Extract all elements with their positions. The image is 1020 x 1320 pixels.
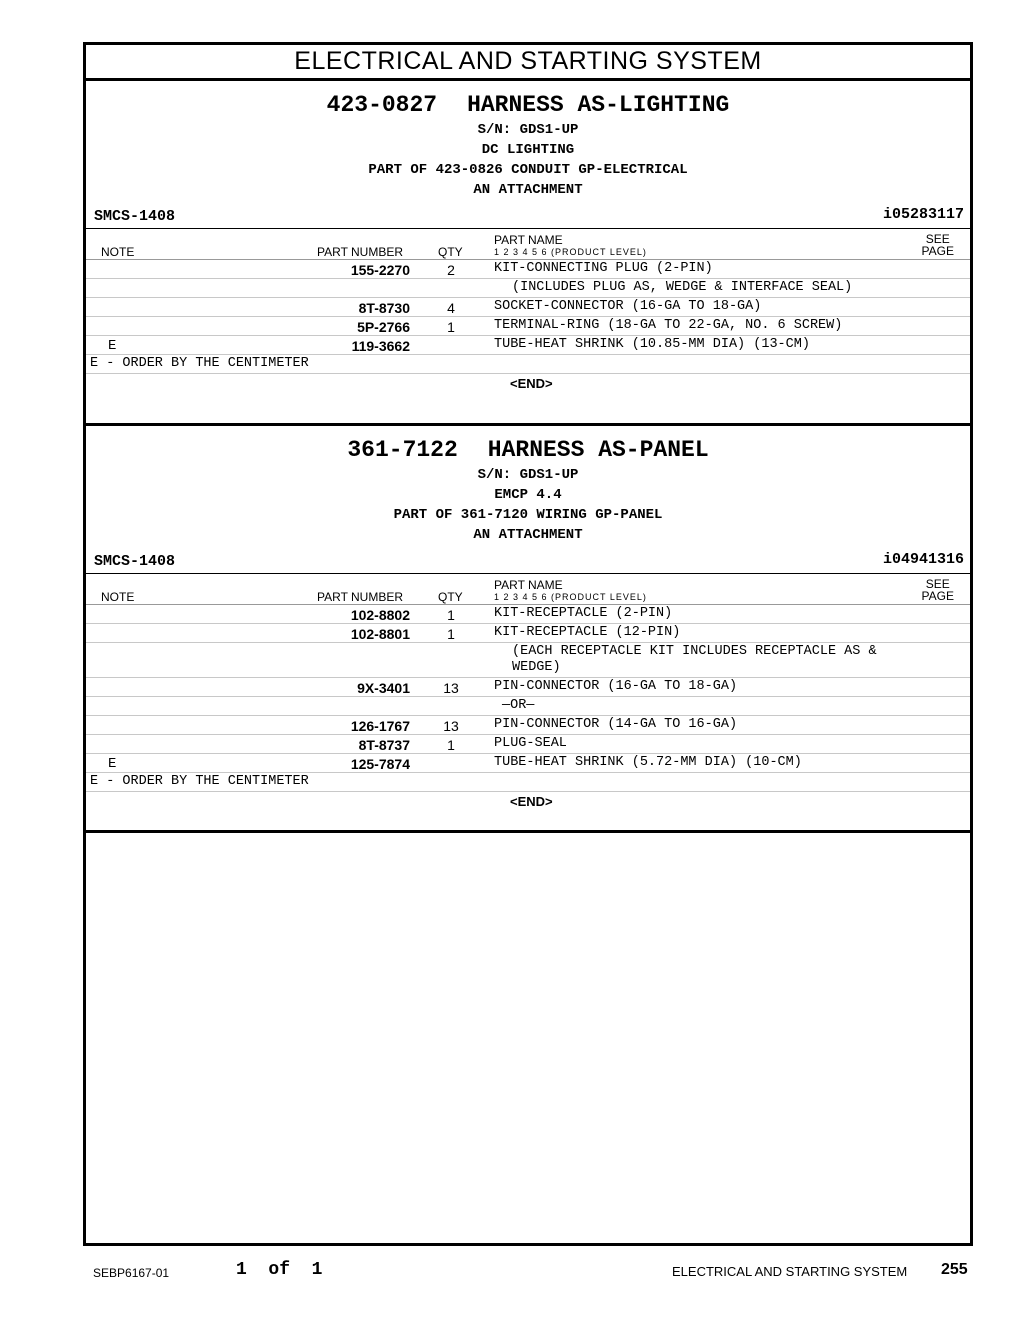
- row-part-name: SOCKET-CONNECTOR (16-GA TO 18-GA): [494, 299, 762, 314]
- col-note: NOTE: [101, 590, 135, 604]
- table-row: [86, 298, 970, 317]
- table-row: [86, 697, 970, 716]
- harness-section-1: [86, 81, 970, 426]
- column-headers: [86, 574, 970, 605]
- illustration-id: i04941316: [882, 551, 964, 568]
- harness-title: [86, 435, 970, 465]
- harness-name: HARNESS AS-PANEL: [487, 437, 709, 463]
- row-note: E: [108, 338, 117, 354]
- smcs-code: SMCS-1408: [94, 553, 176, 570]
- smcs-row: [86, 206, 970, 229]
- row-qty: 1: [447, 737, 455, 753]
- footer-system-name: ELECTRICAL AND STARTING SYSTEM: [672, 1264, 908, 1279]
- row-part-name: KIT-RECEPTACLE (12-PIN): [494, 625, 681, 640]
- table-row: [86, 678, 970, 697]
- smcs-row: [86, 551, 970, 574]
- part-of-line: PART OF 361-7120 WIRING GP-PANEL: [393, 507, 663, 523]
- row-part-name: TERMINAL-RING (18-GA TO 22-GA, NO. 6 SCREW): [494, 318, 843, 333]
- col-note: NOTE: [101, 245, 135, 259]
- harness-part-number: 361-7122: [347, 437, 458, 463]
- harness-title: [86, 90, 970, 120]
- row-part-name: PLUG-SEAL: [494, 736, 567, 751]
- col-page: PAGE: [921, 244, 954, 258]
- col-part-number: PART NUMBER: [317, 590, 404, 604]
- col-see: SEE: [925, 232, 950, 246]
- col-see-page: [922, 578, 954, 602]
- row-part-number: 125-7874: [350, 756, 410, 772]
- row-qty: 4: [447, 300, 455, 316]
- row-qty: 1: [447, 607, 455, 623]
- harness-section-2: [86, 426, 970, 833]
- end-marker: <END>: [510, 376, 553, 391]
- smcs-code: SMCS-1408: [94, 208, 176, 225]
- row-qty: 1: [447, 319, 455, 335]
- document-id: SEBP6167-01: [93, 1266, 170, 1280]
- row-part-name: (EACH RECEPTACLE KIT INCLUDES RECEPTACLE AS & WEDGE): [512, 644, 877, 675]
- table-row: [86, 605, 970, 624]
- illustration-id: i05283117: [882, 206, 964, 223]
- row-part-number: 102-8802: [350, 607, 410, 623]
- table-row: [86, 260, 970, 279]
- col-part-number: PART NUMBER: [317, 245, 404, 259]
- row-part-name: TUBE-HEAT SHRINK (5.72-MM DIA) (10-CM): [494, 755, 802, 770]
- row-part-name: PIN-CONNECTOR (14-GA TO 16-GA): [494, 717, 738, 732]
- end-marker: <END>: [510, 794, 553, 809]
- col-part-name: PART NAME: [494, 233, 563, 247]
- harness-name: HARNESS AS-LIGHTING: [467, 92, 730, 118]
- column-headers: [86, 229, 970, 260]
- table-row: [86, 716, 970, 735]
- row-part-number: 102-8801: [350, 626, 410, 642]
- row-part-name: KIT-CONNECTING PLUG (2-PIN): [494, 261, 713, 276]
- col-page: PAGE: [921, 589, 954, 603]
- table-row: [86, 279, 970, 298]
- page-footer: [0, 1255, 1020, 1295]
- row-part-number: 8T-8730: [358, 300, 410, 316]
- serial-number: S/N: GDS1-UP: [477, 467, 579, 483]
- row-part-name: KIT-RECEPTACLE (2-PIN): [494, 606, 673, 621]
- harness-header: [86, 426, 970, 545]
- page-number: 255: [941, 1261, 968, 1278]
- table-row: [86, 643, 970, 678]
- description-line: EMCP 4.4: [494, 487, 562, 503]
- row-part-number: 126-1767: [350, 718, 410, 734]
- row-qty: 13: [443, 718, 459, 734]
- description-line: DC LIGHTING: [481, 142, 575, 158]
- footnote: E - ORDER BY THE CENTIMETER: [86, 773, 970, 792]
- footnote: E - ORDER BY THE CENTIMETER: [86, 355, 970, 374]
- harness-header: [86, 81, 970, 200]
- harness-part-number: 423-0827: [326, 92, 438, 118]
- row-part-number: 119-3662: [351, 338, 410, 354]
- row-part-number: 155-2270: [350, 262, 410, 278]
- col-product-level: 1 2 3 4 5 6 (PRODUCT LEVEL): [494, 247, 647, 257]
- row-qty: 1: [447, 626, 455, 642]
- row-qty: 13: [443, 680, 459, 696]
- col-see: SEE: [925, 577, 950, 591]
- table-row: [86, 317, 970, 336]
- col-product-level: 1 2 3 4 5 6 (PRODUCT LEVEL): [494, 592, 647, 602]
- table-row: [86, 735, 970, 754]
- attachment-line: AN ATTACHMENT: [473, 527, 583, 543]
- table-row: [86, 336, 970, 355]
- col-qty: QTY: [438, 245, 463, 259]
- col-see-page: [922, 233, 954, 257]
- row-note: E: [108, 756, 117, 772]
- table-row: [86, 754, 970, 773]
- page-count: 1 of 1: [236, 1260, 323, 1280]
- page-title: ELECTRICAL AND STARTING SYSTEM: [86, 45, 970, 81]
- row-part-number: 8T-8737: [358, 737, 410, 753]
- col-qty: QTY: [438, 590, 463, 604]
- row-part-name: PIN-CONNECTOR (16-GA TO 18-GA): [494, 679, 738, 694]
- parts-page-frame: [83, 42, 973, 1246]
- serial-number: S/N: GDS1-UP: [477, 122, 579, 138]
- part-of-line: PART OF 423-0826 CONDUIT GP-ELECTRICAL: [368, 162, 688, 178]
- table-row: [86, 624, 970, 643]
- row-part-name: TUBE-HEAT SHRINK (10.85-MM DIA) (13-CM): [494, 337, 810, 352]
- row-qty: 2: [447, 262, 455, 278]
- row-or-separator: —OR—: [502, 698, 535, 713]
- row-part-number: 9X-3401: [357, 680, 410, 696]
- col-part-name: PART NAME: [494, 578, 563, 592]
- row-part-name: (INCLUDES PLUG AS, WEDGE & INTERFACE SEAL): [512, 280, 853, 295]
- row-part-number: 5P-2766: [357, 319, 410, 335]
- attachment-line: AN ATTACHMENT: [473, 182, 583, 198]
